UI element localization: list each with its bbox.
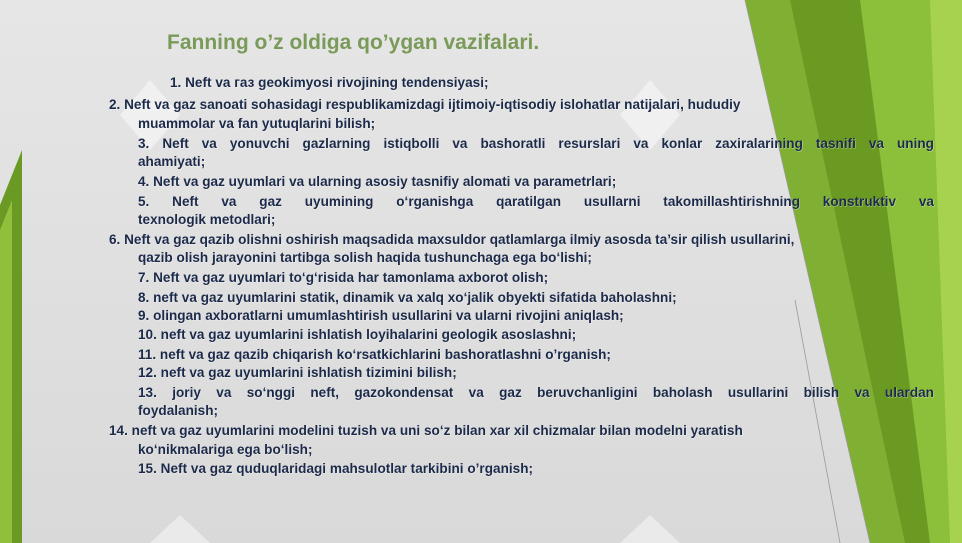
list-item: 14. neft va gaz uyumlarini modelini tuzish va uni so‘z bilan xar xil chizmalar bilan modelni yaratish <box>109 423 743 438</box>
list-item-continuation: foydalanish; <box>138 403 219 418</box>
list-item: 9. olingan axboratlarni umumlashtirish usullarini va ularni rivojini aniqlash; <box>138 308 624 323</box>
list-item: 4. Neft va gaz uyumlari va ularning asosiy tasnifiy alomati va parametrlari; <box>138 174 617 189</box>
list-item-continuation: qazib olish jarayonini tartibga solish haqida tushunchaga ega bo‘lishi; <box>138 250 592 265</box>
list-item-continuation: muammolar va fan yutuqlarini bilish; <box>138 116 376 131</box>
list-item: 10. neft va gaz uyumlarini ishlatish loyihalarini geologik asoslashni; <box>138 327 577 342</box>
list-item: 7. Neft va gaz uyumlari to‘g‘risida har tamonlama axborot olish; <box>138 270 549 285</box>
list-item: 12. neft va gaz uyumlarini ishlatish tizimini bilish; <box>138 365 457 380</box>
list-item: 11. neft va gaz qazib chiqarish ko‘rsatkichlarini bashoratlashni o’rganish; <box>138 347 611 362</box>
list-item: 6. Neft va gaz qazib olishni oshirish maqsadida maxsuldor qatlamlarga ilmiy asosda ta’sir qilish usullarini, <box>109 232 795 247</box>
list-item: 3. Neft va yonuvchi gazlarning istiqbolli va bashoratli resurslari va konlar zaxiralarining tasnifi va uning <box>138 136 934 151</box>
list-item: 15. Neft va gaz quduqlaridagi mahsulotlar tarkibini o’rganish; <box>138 461 534 476</box>
list-item-continuation: ahamiyati; <box>138 154 206 169</box>
list-item: 13. joriy va so‘nggi neft, gazokondensat va gaz beruvchanligini baholash usullarini bilish va ulardan <box>138 385 934 400</box>
list-item: 5. Neft va gaz uyumining o‘rganishga qaratilgan usullarni takomillashtirishning konstruktiv va <box>138 194 934 209</box>
list-item-continuation: texnologik metodlari; <box>138 212 276 227</box>
list-item: 2. Neft va gaz sanoati sohasidagi respublikamizdagi ijtimoiy-iqtisodiy islohatlar natijalari, hududiy <box>109 97 741 112</box>
list-item: 1. Neft va газ geokimyosi rivojining tendensiyasi; <box>170 75 489 90</box>
slide-title: Fanning o’z oldiga qo’ygan vazifalari. <box>167 31 540 54</box>
list-item-continuation: ko‘nikmalariga ega bo‘lish; <box>138 442 313 457</box>
list-item: 8. neft va gaz uyumlarini statik, dinamik va xalq xo‘jalik obyekti sifatida baholashni; <box>138 290 677 305</box>
